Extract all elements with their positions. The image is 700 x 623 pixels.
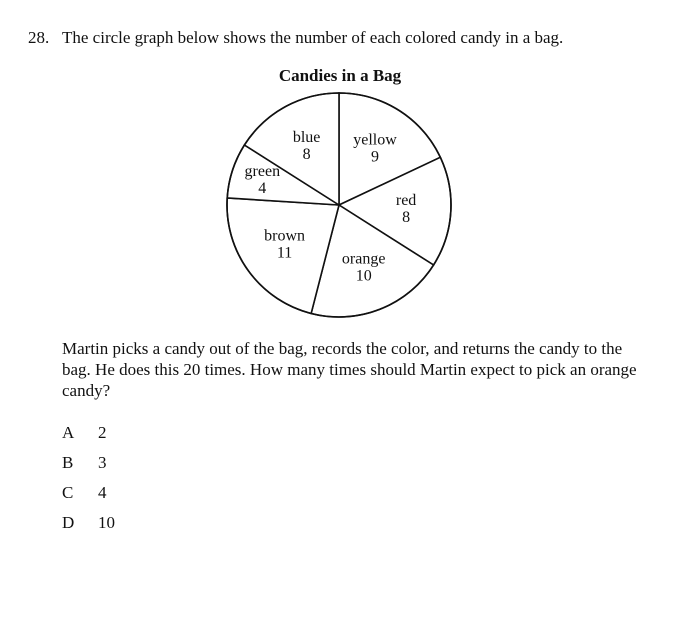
- option-letter: A: [62, 423, 75, 442]
- option-b[interactable]: [62, 448, 115, 478]
- question-body: Martin picks a candy out of the bag, records the color, and returns the candy to the bag. He does this 20 times. How many times should Martin expect to pick an orange candy?: [62, 339, 637, 400]
- question-text: The circle graph below shows the number of each colored candy in a bag.: [62, 28, 564, 47]
- pie-label-green: green 4: [244, 163, 281, 198]
- option-value: 3: [98, 453, 107, 472]
- pie-label-brown: brown 11: [264, 227, 306, 262]
- option-value: 4: [98, 483, 107, 502]
- option-c[interactable]: [62, 478, 115, 508]
- pie-label-yellow: yellow 9: [353, 131, 397, 166]
- option-letter: B: [62, 453, 74, 472]
- option-value: 10: [98, 513, 115, 532]
- chart-title: Candies in a Bag: [278, 66, 402, 85]
- answer-options: [62, 418, 115, 538]
- question-number: 28.: [28, 28, 50, 47]
- option-a[interactable]: [62, 418, 115, 448]
- pie-label-red: red 8: [395, 192, 417, 227]
- option-value: 2: [98, 423, 107, 442]
- option-letter: C: [62, 483, 74, 502]
- option-letter: D: [62, 513, 75, 532]
- pie-label-blue: blue 8: [292, 129, 321, 164]
- option-d[interactable]: [62, 508, 115, 538]
- pie-label-orange: orange 10: [341, 250, 386, 285]
